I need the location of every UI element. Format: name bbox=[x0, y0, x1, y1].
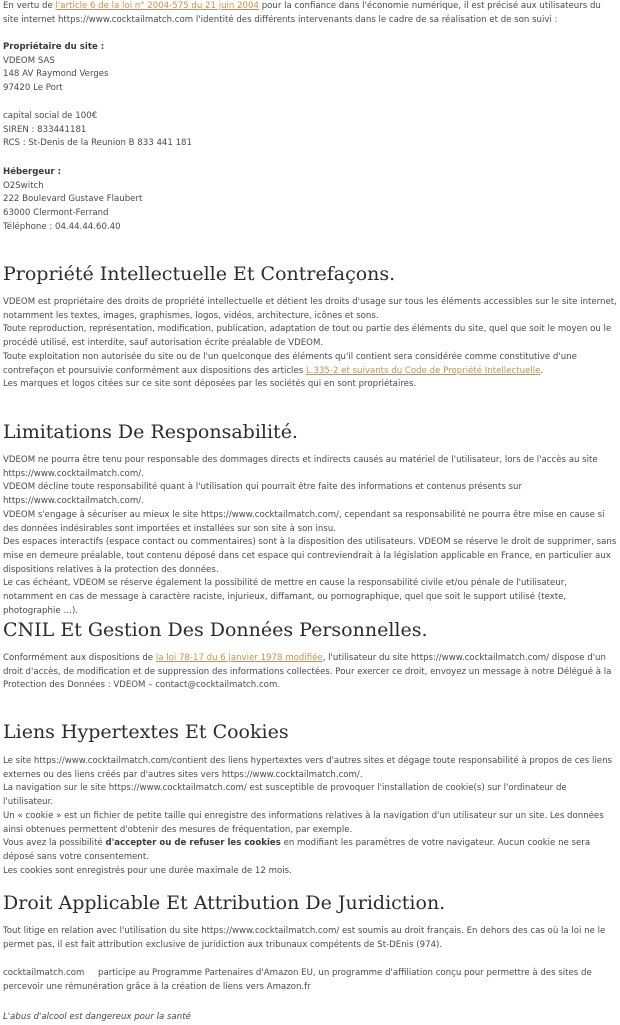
host-line: O2Switch bbox=[3, 180, 44, 191]
owner-label: Propriétaire du site : bbox=[3, 42, 105, 52]
company-line: RCS : St-Denis de la Reunion B 833 441 181 bbox=[3, 138, 192, 149]
liability-paragraph: VDEOM décline toute responsabilité quant à l'utilisation qui pourrait être faite des informations et contenus présents sur https://www.cocktailmatch.com/. bbox=[3, 482, 523, 507]
cookies-paragraph: Les cookies sont enregistrés pour une durée maximale de 12 mois. bbox=[3, 865, 292, 876]
liability-paragraph: VDEOM ne pourra être tenu pour responsable des dommages directs et indirects causés au matériel de l'utilisateur, lors de l'accès au site https://www.cocktailmatch.com/. bbox=[3, 455, 598, 479]
host-line: 63000 Clermont-Ferrand bbox=[3, 208, 109, 219]
company-block bbox=[3, 110, 617, 151]
applicable-law-body bbox=[3, 925, 617, 952]
links-cookies-body bbox=[3, 755, 617, 878]
section-title-links-cookies: Liens Hypertextes Et Cookies bbox=[3, 721, 289, 743]
ip-paragraph: Toute reproduction, représentation, modification, publication, adaptation de tout ou partie des éléments du site, quel que soit le moyen ou le procédé utilisé, est interdite, sauf autorisation écrite préalable de VDEOM. bbox=[3, 324, 612, 349]
section-title-applicable-law: Droit Applicable Et Attribution De Juridiction. bbox=[3, 892, 446, 914]
intro-text: En vertu de bbox=[3, 1, 56, 11]
host-line: 222 Boulevard Gustave Flaubert bbox=[3, 194, 143, 205]
ip-paragraph: Les marques et logos citées sur ce site sont déposées par les sociétés qui en sont propriétaires. bbox=[3, 379, 417, 390]
owner-line: VDEOM SAS bbox=[3, 55, 55, 66]
section-title-intellectual-property: Propriété Intellectuelle Et Contrefaçons. bbox=[3, 263, 396, 285]
cnil-text-end: , l'utilisateur du site https://www.cocktailmatch.com/ dispose d'un droit d'accès, de modification et de suppression des informations collectées. Pour exercer ce droit, envoyez un message à notre Délégué à la Protection des Données : VDEOM – contact@cocktailmatch.com. bbox=[3, 653, 612, 691]
cnil-text: Conformément aux dispositions de bbox=[3, 653, 156, 663]
amazon-affiliate-paragraph: cocktailmatch.com participe au Programme Partenaires d'Amazon EU, un programme d'affiliation conçu pour permettre à des sites de percevoir une rémunération grâce à la création de liens vers Amazon.fr bbox=[3, 968, 595, 992]
cookies-text-end: en modifiant les paramètres de votre navigateur. Aucun cookie ne sera déposé sans votre consentement. bbox=[3, 838, 591, 862]
law-1978-link[interactable]: la loi 78-17 du 6 janvier 1978 modifiée bbox=[155, 653, 323, 663]
cookies-paragraph: Le site https://www.cocktailmatch.com/contient des liens hypertextes vers d'autres sites et dégage toute responsabilité à propos de ces liens externes ou des liens créés par d'autres sites vers https://www.cocktailmatch.com/. bbox=[3, 756, 613, 780]
host-label: Hébergeur : bbox=[3, 167, 62, 177]
ip-paragraph bbox=[3, 351, 617, 378]
ip-paragraph: VDEOM est propriétaire des droits de propriété intellectuelle et détient les droits d'usage sur tous les éléments accessibles sur le site internet, notamment les textes, images, graphismes, logos, vidéos, architecture, icônes et sons. bbox=[3, 297, 617, 321]
intellectual-property-body bbox=[3, 296, 617, 392]
owner-line: 148 AV Raymond Verges bbox=[3, 69, 109, 80]
cookies-paragraph bbox=[3, 837, 617, 864]
cookies-text: Vous avez la possibilité bbox=[3, 838, 106, 849]
law-2004-link[interactable]: l'article 6 de la loi n° 2004-575 du 21 juin 2004 bbox=[55, 1, 259, 11]
liability-paragraph: Des espaces interactifs (espace contact ou commentaires) sont à la disposition des utilisateurs. VDEOM se réserve le droit de supprimer, sans mise en demeure préalable, tout contenu déposé dans cet espace qui contreviendrait à la législation applicable en France, en particulier aux dispositions relatives à la protection des données. bbox=[3, 537, 617, 575]
intro-paragraph bbox=[3, 0, 617, 27]
company-line: SIREN : 833441181 bbox=[3, 124, 87, 135]
cookies-choice-emphasis: d'accepter ou de refuser les cookies bbox=[105, 838, 281, 849]
owner-block bbox=[3, 41, 617, 96]
intellectual-property-code-link[interactable]: L.335-2 et suivants du Code de Propriété Intellectuelle bbox=[305, 365, 541, 376]
law-paragraph: Tout litige en relation avec l'utilisation du site https://www.cocktailmatch.com/ est soumis au droit français. En dehors des cas où la loi ne le permet pas, il est fait attribution exclusive de juridiction aux tribunaux compétents de St-DEnis (974). bbox=[3, 926, 606, 950]
section-title-liability: Limitations De Responsabilité. bbox=[3, 421, 298, 443]
owner-line: 97420 Le Port bbox=[3, 83, 63, 94]
cookies-paragraph: La navigation sur le site https://www.cocktailmatch.com/ est susceptible de provoquer l'installation de cookie(s) sur l'ordinateur de l'utilisateur. bbox=[3, 783, 567, 808]
company-line: capital social de 100€ bbox=[3, 111, 98, 121]
section-title-cnil: CNIL Et Gestion Des Données Personnelles. bbox=[3, 619, 428, 641]
cnil-paragraph bbox=[3, 652, 617, 693]
alcohol-disclaimer: L'abus d'alcool est dangereux pour la santé bbox=[3, 1012, 191, 1022]
ip-text-end: . bbox=[540, 365, 544, 376]
intro-text-end: pour la confiance dans l'économie numérique, il est précisé aux utilisateurs du site internet https://www.cocktailmatch.com l'identité des différents intervenants dans le cadre de sa réalisation et de son suivi : bbox=[3, 1, 601, 25]
host-phone: Téléphone : 04.44.44.60.40 bbox=[3, 221, 121, 232]
ip-text: Toute exploitation non autorisée du site ou de l'un quelconque des éléments qu'il contient sera considérée comme constitutive d'une contrefaçon et poursuivie conformément aux dispositions des articles bbox=[3, 351, 577, 376]
host-block bbox=[3, 166, 617, 235]
cookies-paragraph: Un « cookie » est un fichier de petite taille qui enregistre des informations relatives à la navigation d'un utilisateur sur un site. Les données ainsi obtenues permettent d'obtenir des mesures de fréquentation, par exemple. bbox=[3, 810, 604, 835]
liability-paragraph: Le cas échéant, VDEOM se réserve également la possibilité de mettre en cause la responsabilité civile et/ou pénale de l'utilisateur, notamment en cas de message à caractère raciste, injurieux, diffamant, ou pornographique, quel que soit le support utilisé (texte, photographie …). bbox=[3, 578, 568, 616]
liability-body bbox=[3, 454, 617, 618]
liability-paragraph: VDEOM s'engage à sécuriser au mieux le site https://www.cocktailmatch.com/, cependant sa responsabilité ne pourra être mise en cause si des données indésirables sont importées et installées sur son site à son insu. bbox=[3, 509, 605, 534]
